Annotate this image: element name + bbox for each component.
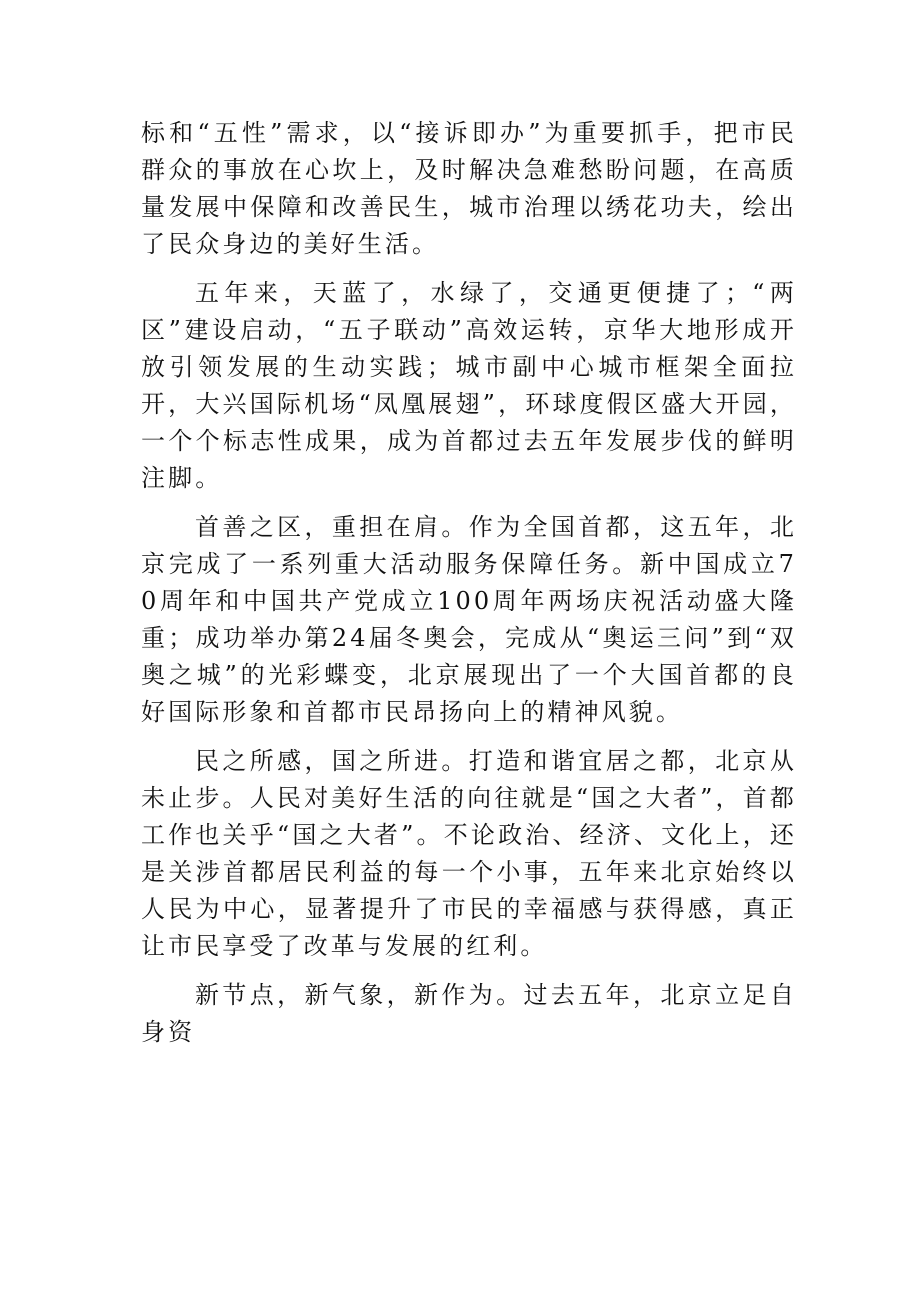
- article-body: [141, 115, 797, 1063]
- paragraph-2: 五年来，天蓝了，水绿了，交通更便捷了；“两区”建设启动，“五子联动”高效运转，京华大地形成开放引领发展的生动实践；城市副中心城市框架全面拉开，大兴国际机场“凤凰展翅”，环球度假区盛大开园，一个个标志性成果，成为首都过去五年发展步伐的鲜明注脚。: [141, 279, 797, 492]
- paragraph-4: 民之所感，国之所进。打造和谐宜居之都，北京从未止步。人民对美好生活的向往就是“国之大者”，首都工作也关乎“国之大者”。不论政治、经济、文化上，还是关涉首都居民利益的每一个小事，五年来北京始终以人民为中心，显著提升了市民的幸福感与获得感，真正让市民享受了改革与发展的红利。: [141, 747, 797, 960]
- paragraph-1: 标和“五性”需求，以“接诉即办”为重要抓手，把市民群众的事放在心坎上，及时解决急难愁盼问题，在高质量发展中保障和改善民生，城市治理以绣花功夫，绘出了民众身边的美好生活。: [141, 119, 797, 258]
- paragraph-5: 新节点，新气象，新作为。过去五年，北京立足自身资: [141, 981, 797, 1046]
- paragraph-3: 首善之区，重担在肩。作为全国首都，这五年，北京完成了一系列重大活动服务保障任务。新中国成立70周年和中国共产党成立100周年两场庆祝活动盛大隆重；成功举办第24届冬奥会，完成从“奥运三问”到“双奥之城”的光彩蝶变，北京展现出了一个大国首都的良好国际形象和首都市民昂扬向上的精神风貌。: [141, 513, 797, 726]
